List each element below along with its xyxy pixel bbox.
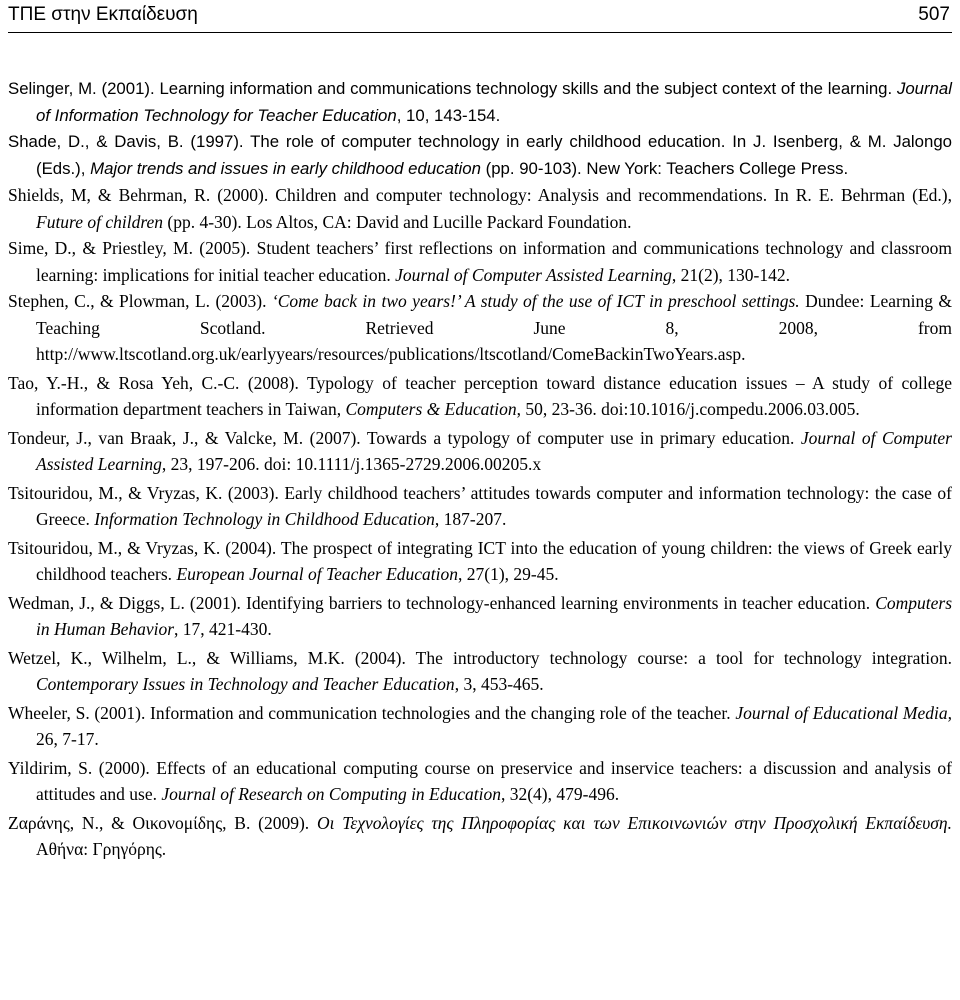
- reference-item: Selinger, M. (2001). Learning information and communications technology skills and the subject context of the learning. Journal of Information Technology for Teacher Education, 10, 143-154.: [8, 79, 952, 125]
- reference-item: Wedman, J., & Diggs, L. (2001). Identifying barriers to technology-enhanced learning environments in teacher education. Computers in Human Behavior, 17, 421-430.: [8, 592, 952, 639]
- reference-item: Tao, Y.-H., & Rosa Yeh, C.-C. (2008). Typology of teacher perception toward distance education issues – A study of college information department teachers in Taiwan, Computers & Education, 50, 23-36. doi:10.1016/j.compedu.2006.03.005.: [8, 372, 952, 419]
- reference-item: Shields, M, & Behrman, R. (2000). Children and computer technology: Analysis and recommendations. In R. E. Behrman (Ed.), Future of children (pp. 4-30). Los Altos, CA: David and Lucille Packard Foundation.: [8, 185, 952, 232]
- reference-item: Sime, D., & Priestley, M. (2005). Student teachers’ first reflections on information and communications technology and classroom learning: implications for initial teacher education. Journal of Computer Assisted Learning, 21(2), 130-142.: [8, 238, 952, 285]
- page-number: 507: [918, 4, 950, 25]
- running-header: [8, 0, 952, 33]
- reference-item: Wheeler, S. (2001). Information and communication technologies and the changing role of the teacher. Journal of Educational Media, 26, 7-17.: [8, 702, 952, 749]
- reference-item: Yildirim, S. (2000). Effects of an educational computing course on preservice and inservice teachers: a discussion and analysis of attitudes and use. Journal of Research on Computing in Education, 32(4), 479-496.: [8, 757, 952, 804]
- reference-item: Wetzel, K., Wilhelm, L., & Williams, M.K. (2004). The introductory technology course: a tool for technology integration. Contemporary Issues in Technology and Teacher Education, 3, 453-465.: [8, 647, 952, 694]
- reference-item: Tsitouridou, M., & Vryzas, K. (2004). The prospect of integrating ICT into the education of young children: the views of Greek early childhood teachers. European Journal of Teacher Education, 27(1), 29-45.: [8, 537, 952, 584]
- reference-item: Shade, D., & Davis, B. (1997). The role of computer technology in early childhood education. In J. Isenberg, & M. Jalongo (Eds.), Major trends and issues in early childhood education (pp. 90-103). New York: Teachers College Press.: [8, 132, 952, 178]
- reference-item: Tondeur, J., van Braak, J., & Valcke, M. (2007). Towards a typology of computer use in primary education. Journal of Computer Assisted Learning, 23, 197-206. doi: 10.1111/j.1365-2729.2006.00205.x: [8, 427, 952, 474]
- reference-item: Ζαράνης, Ν., & Οικονομίδης, Β. (2009). Οι Τεχνολογίες της Πληροφορίας και των Επικοινωνιών στην Προσχολική Εκπαίδευση. Αθήνα: Γρηγόρης.: [8, 812, 952, 859]
- reference-list: [8, 76, 952, 863]
- reference-item: Tsitouridou, M., & Vryzas, K. (2003). Early childhood teachers’ attitudes towards computer and information technology: the case of Greece. Information Technology in Childhood Education, 187-207.: [8, 482, 952, 529]
- reference-item: Stephen, C., & Plowman, L. (2003). ‘Come back in two years!’ A study of the use of ICT in preschool settings. Dundee: Learning & Teaching Scotland. Retrieved June 8, 2008, from http://www.ltscotland.org.uk/earlyyears/resources/publications/ltscotland/ComeBackinTwoYears.asp.: [8, 291, 953, 364]
- journal-title: ΤΠΕ στην Εκπαίδευση: [8, 4, 198, 25]
